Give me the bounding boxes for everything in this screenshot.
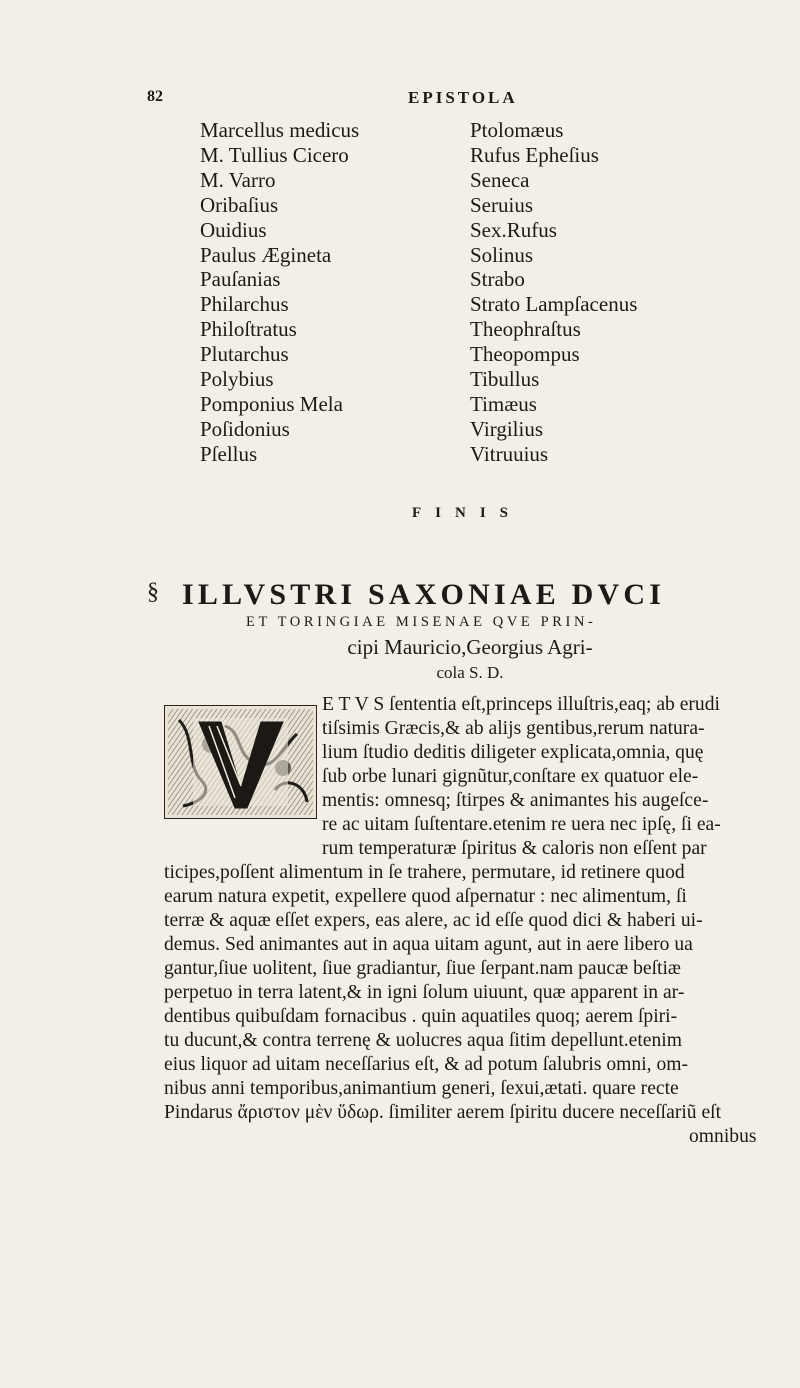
author-name: Polybius	[200, 367, 274, 392]
author-name: Philoſtratus	[200, 317, 297, 342]
author-name: Oribaſius	[200, 192, 279, 217]
author-name: Strato Lampſacenus	[470, 292, 638, 317]
running-title: EPISTOLA	[408, 88, 518, 107]
author-name: Seruius	[470, 192, 533, 217]
finis-mark: FINIS	[412, 505, 523, 521]
initial-ornament-icon	[165, 706, 316, 818]
text-line: ticipes,poſſent alimentum in ſe trahere, permutare, id retinere quod	[164, 862, 685, 883]
text-line: tu ducunt,& contra terrenę & uolucres aqua ſitim depellunt.etenim	[164, 1030, 682, 1051]
author-name: Strabo	[470, 267, 525, 292]
text-line: rum temperaturæ ſpiritus & caloris non eſſent par	[322, 838, 707, 859]
dedication-line: ET TORINGIAE MISENAE QVE PRIN-	[246, 614, 597, 630]
text-line: perpetuo in terra latent,& in igni ſolum uiuunt, quæ apparent in ar-	[164, 982, 685, 1003]
author-name: Pſellus	[200, 441, 258, 466]
author-name: Paulus Ægineta	[200, 242, 332, 267]
author-name: Seneca	[470, 167, 530, 192]
author-name: Rufus Epheſius	[470, 142, 599, 167]
text-line: earum natura expetit, expellere quod aſpernatur : nec alimentum, ſi	[164, 886, 687, 907]
historiated-initial-v-icon	[164, 705, 317, 819]
catchword: omnibus	[689, 1126, 757, 1147]
author-name: Solinus	[470, 242, 534, 267]
text-line: nibus anni temporibus,animantium generi, ſexui,ætati. quare recte	[164, 1078, 679, 1099]
author-name: Virgilius	[470, 416, 544, 441]
author-column-right	[470, 118, 637, 467]
author-name: Theopompus	[470, 342, 580, 367]
author-name: Pauſanias	[200, 267, 281, 292]
page-number: 82	[147, 88, 163, 105]
author-name: Theophraſtus	[470, 317, 581, 342]
running-head	[0, 88, 800, 112]
author-name: M. Tullius Cicero	[200, 142, 349, 167]
text-line: ſub orbe lunari gignũtur,conſtare ex quatuor ele-	[322, 766, 699, 787]
text-line: demus. Sed animantes aut in aqua uitam agunt, aut in aere libero ua	[164, 934, 693, 955]
author-name: Sex.Rufus	[470, 217, 557, 242]
text-line: tiſsimis Græcis,& ab alijs gentibus,rerum natura-	[322, 718, 705, 739]
dedication-line: cola S. D.	[436, 663, 504, 682]
text-line: dentibus quibuſdam fornacibus . quin aquatiles quoq; aerem ſpiri-	[164, 1006, 678, 1027]
author-name: Pomponius Mela	[200, 391, 343, 416]
author-name: Poſidonius	[200, 416, 290, 441]
dedication-line: cipi Mauricio,Georgius Agri-	[347, 635, 593, 659]
text-line: mentis: omnesq; ſtirpes & animantes his augeſce-	[322, 790, 709, 811]
author-name: Marcellus medicus	[200, 118, 360, 142]
text-line: re ac uitam ſuſtentare.etenim re uera nec ipſę, ſi ea-	[322, 814, 721, 835]
author-name: Plutarchus	[200, 342, 289, 367]
author-name: M. Varro	[200, 167, 276, 192]
text-line: terræ & aquæ eſſet expers, eas alere, ac id eſſe quod dici & haberi ui-	[164, 910, 703, 931]
text-line: E T V S ſententia eſt,princeps illuſtris,eaq; ab erudi	[322, 694, 720, 715]
author-name: Philarchus	[200, 292, 289, 317]
author-name: Ptolomæus	[470, 118, 564, 142]
text-line: Pindarus ἄριστον μὲν ὕδωρ. ſimiliter aerem ſpiritu ducere neceſſariũ eſt	[164, 1102, 722, 1123]
dedication-line: ILLVSTRI SAXONIAE DVCI	[182, 578, 666, 611]
text-line: lium ſtudio deditis diligeter explicata,omnia, quę	[322, 742, 704, 763]
text-line: gantur,ſiue uolitent, ſiue gradiantur, ſiue ſerpant.nam paucæ beſtiæ	[164, 958, 681, 979]
text-line: eius liquor ad uitam neceſſarius eſt, & ad potum ſalubris omni, om-	[164, 1054, 689, 1075]
author-name: Timæus	[470, 391, 537, 416]
author-column-left	[200, 118, 359, 467]
author-name: Ouidius	[200, 217, 267, 242]
author-name: Vitruuius	[470, 441, 549, 466]
fleuron-icon: §	[147, 579, 159, 605]
author-name: Tibullus	[470, 367, 540, 392]
